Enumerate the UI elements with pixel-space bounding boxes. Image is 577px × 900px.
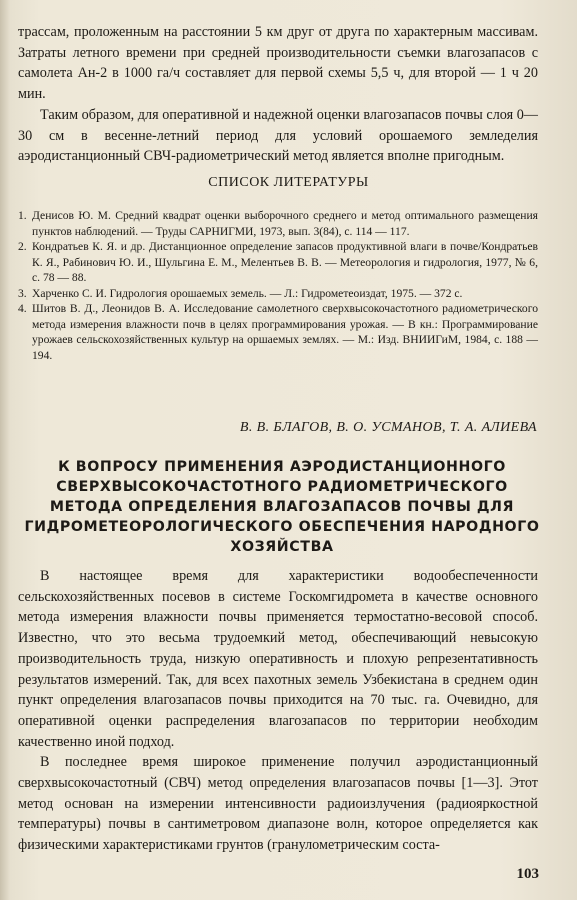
paragraph: трассам, проложенным на расстоянии 5 км друг от друга по характерным массивам. Затраты летного времени при средней производительности съемки влагозапасов с самолета Ан-2 в 1000 га/ч составляет для первой схемы 5,5 ч, для второй — 1 ч 20 мин. (18, 24, 538, 103)
continued-text-block (18, 22, 538, 167)
article-authors: В. В. БЛАГОВ, В. О. УСМАНОВ, Т. А. АЛИЕВА (239, 420, 537, 435)
reference-item (18, 239, 538, 286)
reference-text: Шитов В. Д., Леонидов В. А. Исследование самолетного сверхвысокочастотного радиометрического метода измерения влажности почв в целях программирования урожая. — В кн.: Программирование урожаев сельскохозяйственных культур на оршаемых землях. — М.: Изд. ВНИИГиМ, 1984, с. 188 — 194. (32, 302, 538, 362)
paragraph: Таким образом, для оперативной и надежной оценки влагозапасов почвы слоя 0—30 см в весенне-летний период для условий орошаемого земледелия аэродистанционный СВЧ-радиометрический метод является вполне пригодным. (18, 106, 538, 165)
reference-item (18, 286, 538, 302)
page-number: 103 (516, 866, 539, 882)
reference-item (18, 301, 538, 363)
reference-text: Харченко С. И. Гидрология орошаемых земель. — Л.: Гидрометеоиздат, 1975. — 372 с. (32, 286, 463, 300)
reference-item (18, 208, 538, 239)
article-title: К ВОПРОСУ ПРИМЕНЕНИЯ АЭРОДИСТАНЦИОННОГО СВЕРХВЫСОКОЧАСТОТНОГО РАДИОМЕТРИЧЕСКОГО МЕТОДА ОПРЕДЕЛЕНИЯ ВЛАГОЗАПАСОВ ПОЧВЫ ДЛЯ ГИДРОМЕТЕОРОЛОГИЧЕСКОГО ОБЕСПЕЧЕНИЯ НАРОДНОГО ХОЗЯЙСТВА (24, 459, 540, 555)
reference-number: 4. (18, 302, 27, 315)
paragraph: В последнее время широкое применение получил аэродистанционный сверхвысокочастотный (СВЧ) метод определения влагозапасов почвы [1—3]. Этот метод основан на измерении интенсивности радиоизлучения (радиояркостной температуры) почвы в сантиметровом диапазоне волн, которое определяется как физическими характеристиками грунтов (гранулометрическим соста- (18, 754, 538, 854)
references-list (18, 208, 538, 363)
reference-text: Кондратьев К. Я. и др. Дистанционное определение запасов продуктивной влаги в почве/Кондратьев К. Я., Рабинович Ю. И., Шульгина Е. М., Мелентьев В. В. — Метеорология и гидрология, 1977, № 6, с. 78 — 88. (32, 240, 538, 284)
paragraph: В настоящее время для характеристики водообеспеченности сельскохозяйственных посевов в системе Госкомгидромета в качестве основного метода измерения влажности почвы применяется термостатно-весовой способ. Известно, что это весьма трудоемкий метод, обеспечивающий невысокую производительность труда, низкую оперативность и плохую репрезентативность результатов измерений. Так, для всех пахотных земель Узбекистана в среднем один пункт определения влагозапасов почвы приходится на 70 тыс. га. Очевидно, для оперативной оценки распределения влагозапасов по территории необходим качественно иной подход. (18, 568, 538, 750)
article-body (18, 566, 538, 856)
reference-number: 1. (18, 209, 27, 222)
references-heading: СПИСОК ЛИТЕРАТУРЫ (208, 175, 369, 190)
reference-text: Денисов Ю. М. Средний квадрат оценки выборочного среднего и метод оптимального размещения пунктов наблюдений. — Труды САРНИГМИ, 1973, вып. 3(84), с. 114 — 117. (32, 209, 538, 238)
reference-number: 2. (18, 240, 27, 253)
reference-number: 3. (18, 286, 27, 300)
